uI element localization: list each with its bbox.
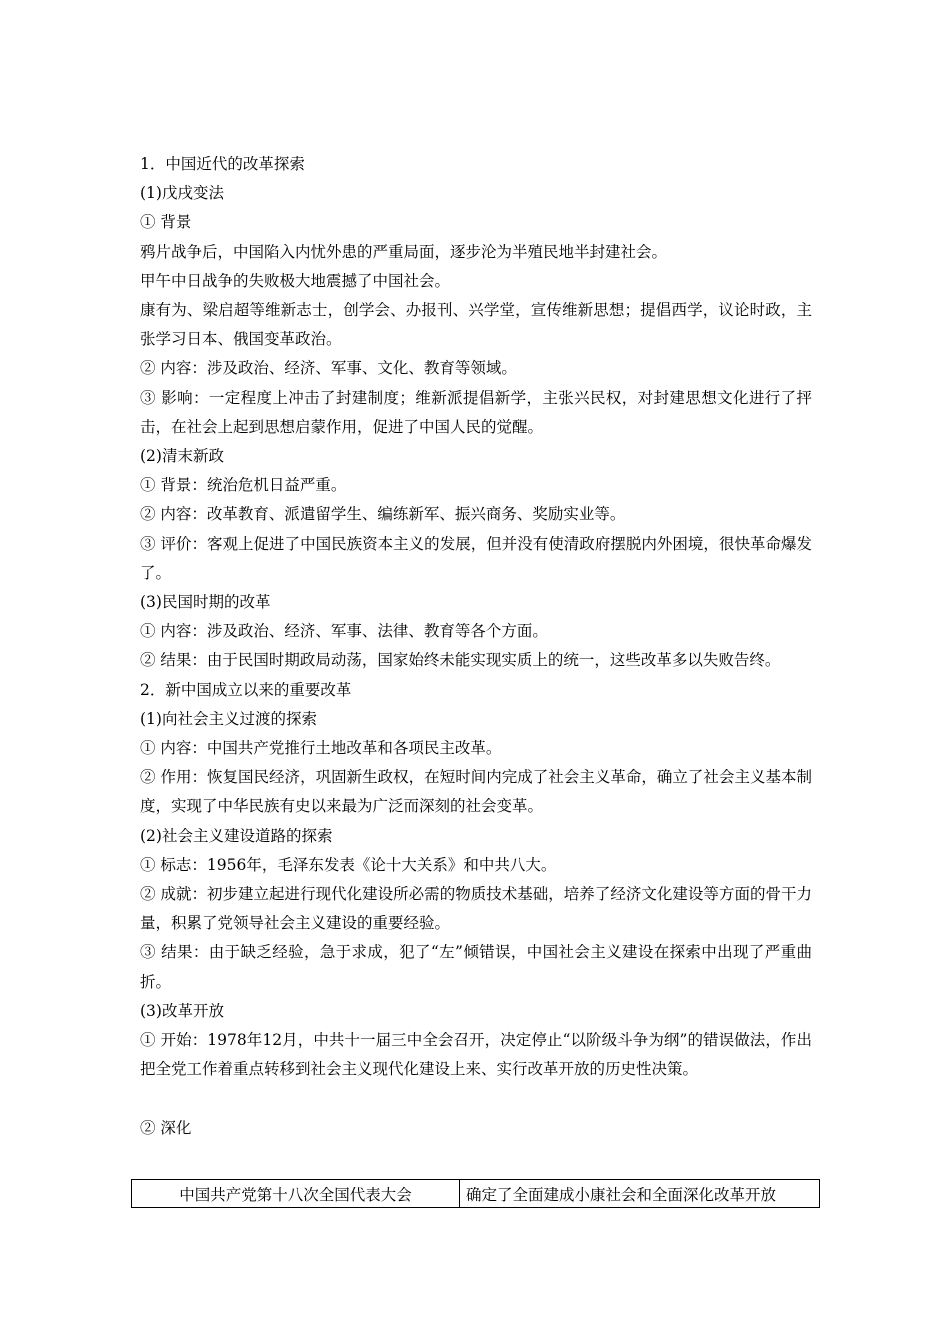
subsection-1-2-title: (2)清末新政 bbox=[140, 447, 224, 466]
list-item: ③ 结果：由于缺乏经验，急于求成，犯了“左”倾错误，中国社会主义建设在探索中出现了严重曲折。 bbox=[140, 943, 812, 991]
list-item: ② 结果：由于民国时期政局动荡，国家始终未能实现实质上的统一，这些改革多以失败告终。 bbox=[140, 651, 781, 670]
document-body bbox=[140, 150, 812, 1143]
item-background-label: ① 背景 bbox=[140, 213, 192, 232]
list-item: ① 开始：1978年12月，中共十一届三中全会召开，决定停止“以阶级斗争为纲”的错误做法，作出把全党工作着重点转移到社会主义现代化建设上来、实行改革开放的历史性决策。 bbox=[140, 1031, 812, 1079]
paragraph: 康有为、梁启超等维新志士，创学会、办报刊、兴学堂，宣传维新思想；提倡西学，议论时政，主张学习日本、俄国变革政治。 bbox=[140, 301, 812, 349]
subsection-2-3-title: (3)改革开放 bbox=[140, 1001, 224, 1020]
list-item: ① 背景：统治危机日益严重。 bbox=[140, 476, 347, 495]
section-1-title: 1．中国近代的改革探索 bbox=[140, 155, 305, 173]
subsection-1-1-title: (1)戊戌变法 bbox=[140, 184, 224, 203]
list-item: ③ 影响：一定程度上冲击了封建制度；维新派提倡新学，主张兴民权，对封建思想文化进行了抨击，在社会上起到思想启蒙作用，促进了中国人民的觉醒。 bbox=[140, 388, 812, 436]
subsection-1-3-title: (3)民国时期的改革 bbox=[140, 593, 271, 612]
table-row bbox=[132, 1180, 820, 1208]
deepen-table bbox=[131, 1179, 820, 1208]
subsection-2-1-title: (1)向社会主义过渡的探索 bbox=[140, 709, 317, 728]
subsection-2-2-title: (2)社会主义建设道路的探索 bbox=[140, 826, 333, 845]
item-deepen-label: ② 深化 bbox=[140, 1118, 192, 1137]
list-item: ① 内容：中国共产党推行土地改革和各项民主改革。 bbox=[140, 739, 502, 758]
list-item: ② 内容：改革教育、派遣留学生、编练新军、振兴商务、奖励实业等。 bbox=[140, 505, 626, 524]
table-cell-event: 中国共产党第十八次全国代表大会 bbox=[132, 1180, 460, 1208]
list-item: ① 标志：1956年，毛泽东发表《论十大关系》和中共八大。 bbox=[140, 855, 557, 874]
paragraph: 甲午中日战争的失败极大地震撼了中国社会。 bbox=[140, 271, 451, 290]
paragraph: 鸦片战争后，中国陷入内忧外患的严重局面，逐步沦为半殖民地半封建社会。 bbox=[140, 242, 668, 261]
section-2-title: 2．新中国成立以来的重要改革 bbox=[140, 680, 352, 699]
blank-line bbox=[140, 1085, 812, 1114]
table-cell-significance: 确定了全面建成小康社会和全面深化改革开放 bbox=[460, 1180, 820, 1208]
list-item: ① 内容：涉及政治、经济、军事、法律、教育等各个方面。 bbox=[140, 622, 548, 641]
list-item: ② 成就：初步建立起进行现代化建设所必需的物质技术基础，培养了经济文化建设等方面的骨干力量，积累了党领导社会主义建设的重要经验。 bbox=[140, 885, 812, 933]
list-item: ② 作用：恢复国民经济，巩固新生政权，在短时间内完成了社会主义革命，确立了社会主义基本制度，实现了中华民族有史以来最为广泛而深刻的社会变革。 bbox=[140, 768, 812, 816]
list-item: ② 内容：涉及政治、经济、军事、文化、教育等领域。 bbox=[140, 359, 517, 378]
list-item: ③ 评价：客观上促进了中国民族资本主义的发展，但并没有使清政府摆脱内外困境，很快革命爆发了。 bbox=[140, 534, 812, 582]
